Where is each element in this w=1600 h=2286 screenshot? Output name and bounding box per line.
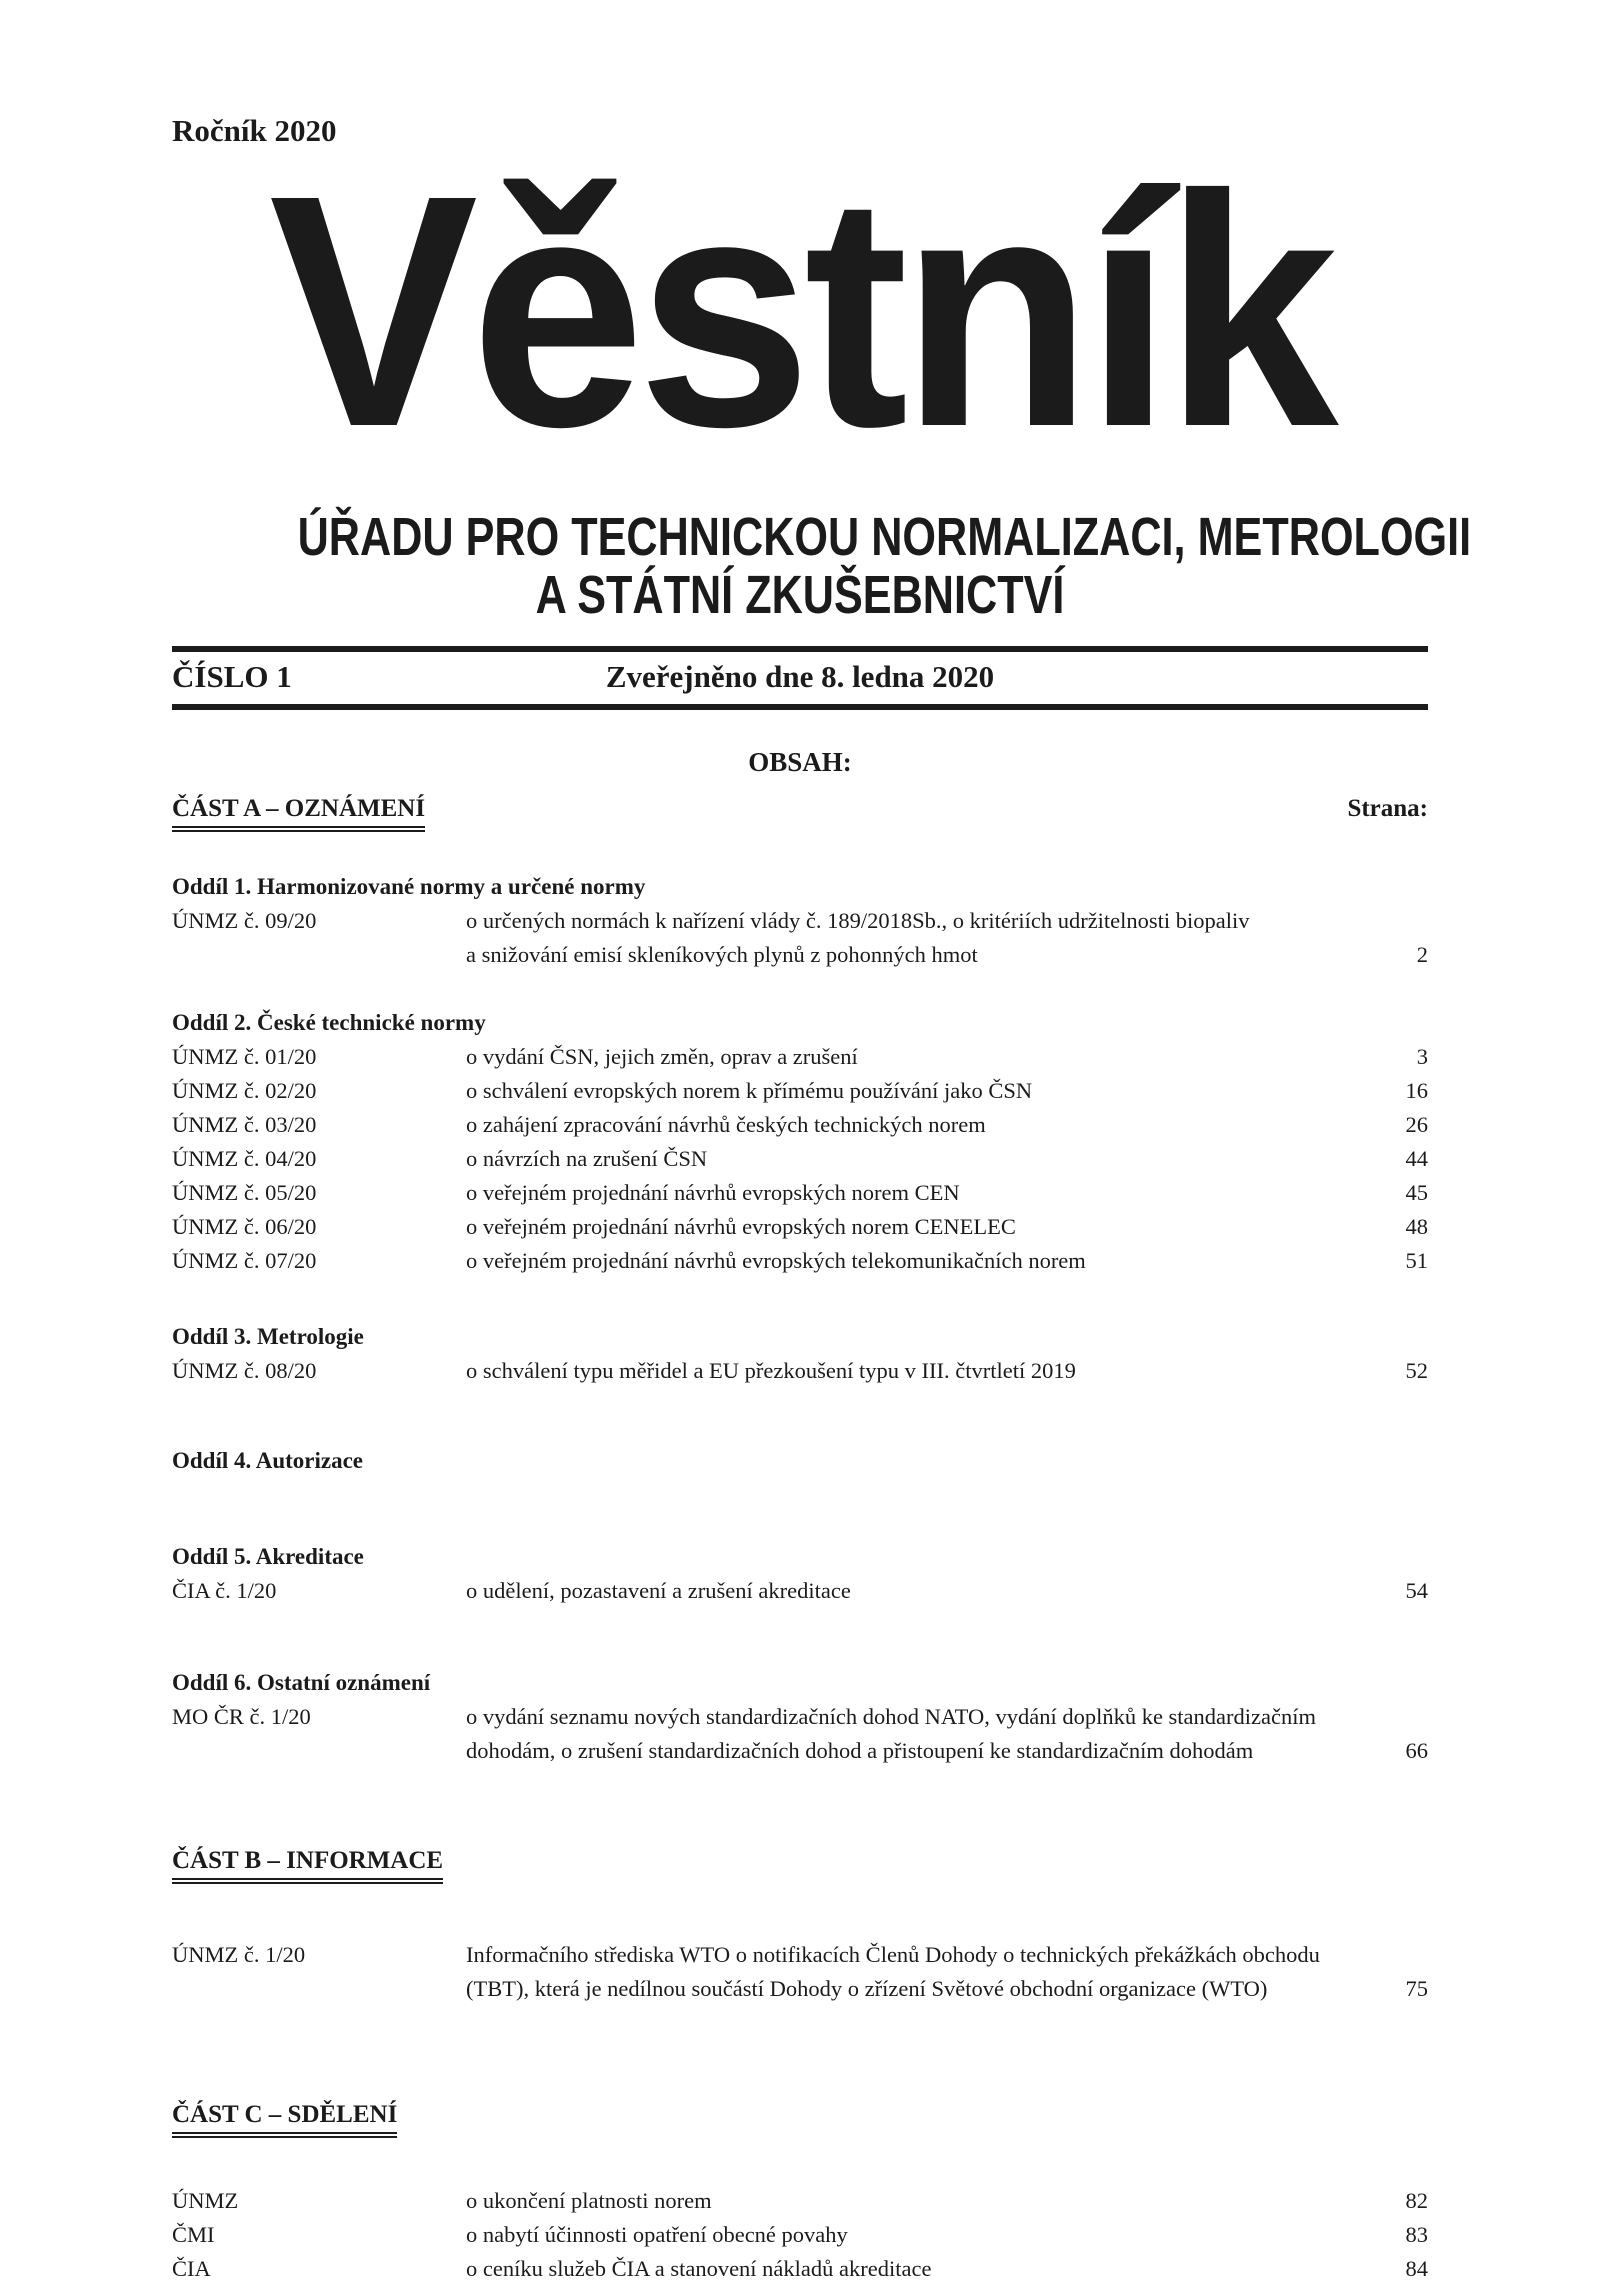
entry-description bbox=[466, 904, 1370, 972]
entry-page-number: 51 bbox=[1405, 1248, 1428, 1273]
entry-description bbox=[466, 1176, 1370, 1210]
entry-page-number: 54 bbox=[1405, 1578, 1428, 1603]
section-title: Oddíl 3. Metrologie bbox=[172, 1324, 364, 1349]
toc-entry bbox=[172, 1938, 1428, 2006]
entry-description-line: o určených normách k nařízení vlády č. 189/2018Sb., o kritériích udržitelnosti biopaliv bbox=[466, 908, 1250, 933]
entry-page-number: 44 bbox=[1405, 1146, 1428, 1171]
entry-description-line: o nabytí účinnosti opatření obecné povahy bbox=[466, 2222, 848, 2247]
entry-description-line: o veřejném projednání návrhů evropských norem CEN bbox=[466, 1180, 960, 1205]
entry-description-line: o schválení typu měřidel a EU přezkoušení typu v III. čtvrtletí 2019 bbox=[466, 1358, 1076, 1383]
toc-entry bbox=[172, 1354, 1428, 1388]
entry-description bbox=[466, 1574, 1370, 1608]
entry-page-number: 3 bbox=[1416, 1044, 1428, 1069]
masthead-title: Věstník bbox=[269, 126, 1331, 495]
section-oddil-2 bbox=[172, 1006, 1428, 1278]
entry-label: ÚNMZ č. 03/20 bbox=[172, 1112, 317, 1137]
entry-description bbox=[466, 1142, 1370, 1176]
entry-label: ÚNMZ č. 04/20 bbox=[172, 1146, 317, 1171]
toc-entry bbox=[172, 1574, 1428, 1608]
entry-description bbox=[466, 2184, 1370, 2218]
entry-label: ÚNMZ bbox=[172, 2188, 239, 2213]
part-a-heading-row bbox=[172, 794, 1428, 828]
toc-entry bbox=[172, 2252, 1428, 2286]
entry-description-line: o veřejném projednání návrhů evropských norem CENELEC bbox=[466, 1214, 1016, 1239]
entry-description bbox=[466, 2218, 1370, 2252]
entry-description-line: a snižování emisí skleníkových plynů z pohonných hmot bbox=[466, 942, 978, 967]
section-title: Oddíl 4. Autorizace bbox=[172, 1448, 364, 1473]
entry-description bbox=[466, 1074, 1370, 1108]
part-b-heading-row bbox=[172, 1846, 1428, 1880]
entry-description bbox=[466, 1040, 1370, 1074]
entry-page-number: 82 bbox=[1405, 2188, 1428, 2213]
entry-page-number: 16 bbox=[1405, 1078, 1428, 1103]
entry-description bbox=[466, 1244, 1370, 1278]
part-c-heading: ČÁST C – SDĚLENÍ bbox=[172, 2100, 397, 2134]
section-title: Oddíl 5. Akreditace bbox=[172, 1544, 364, 1569]
entry-label: ÚNMZ č. 08/20 bbox=[172, 1358, 317, 1383]
issue-number: ČÍSLO 1 bbox=[172, 659, 292, 694]
entry-description-line: o ceníku služeb ČIA a stanovení nákladů akreditace bbox=[466, 2256, 932, 2281]
entry-description-line: o schválení evropských norem k přímému používání jako ČSN bbox=[466, 1078, 1033, 1103]
office-name-line-1: ÚŘADU PRO TECHNICKOU NORMALIZACI, METROLOGII bbox=[297, 507, 1472, 567]
entry-description bbox=[466, 1700, 1370, 1768]
section-oddil-6 bbox=[172, 1666, 1428, 1768]
entry-page-number: 83 bbox=[1405, 2222, 1428, 2247]
publication-date: Zveřejněno dne 8. ledna 2020 bbox=[605, 659, 995, 694]
entry-page-number: 2 bbox=[1416, 942, 1428, 967]
toc-entry bbox=[172, 2184, 1428, 2218]
toc-entry bbox=[172, 1244, 1428, 1278]
entry-page-number: 26 bbox=[1405, 1112, 1428, 1137]
toc-entry bbox=[172, 2218, 1428, 2252]
entry-label: ČIA č. 1/20 bbox=[172, 1578, 277, 1603]
issue-bar bbox=[172, 646, 1428, 710]
toc-entry bbox=[172, 1700, 1428, 1768]
entry-description bbox=[466, 2252, 1370, 2286]
entry-description-line: o vydání ČSN, jejich změn, oprav a zrušení bbox=[466, 1044, 858, 1069]
entry-label: ÚNMZ č. 09/20 bbox=[172, 908, 317, 933]
toc-entry bbox=[172, 1176, 1428, 1210]
entry-label: ÚNMZ č. 1/20 bbox=[172, 1942, 306, 1967]
entry-description bbox=[466, 1354, 1370, 1388]
entry-label: ÚNMZ č. 07/20 bbox=[172, 1248, 317, 1273]
toc-entry bbox=[172, 1074, 1428, 1108]
toc-entry bbox=[172, 1108, 1428, 1142]
toc-title: OBSAH: bbox=[748, 747, 852, 777]
part-c-entries bbox=[172, 2184, 1428, 2286]
entry-label: ÚNMZ č. 01/20 bbox=[172, 1044, 317, 1069]
entry-page-number: 52 bbox=[1405, 1358, 1428, 1383]
entry-description-line: o návrzích na zrušení ČSN bbox=[466, 1146, 708, 1171]
section-oddil-4 bbox=[172, 1444, 1428, 1478]
part-a-heading: ČÁST A – OZNÁMENÍ bbox=[172, 794, 425, 828]
toc-entry bbox=[172, 904, 1428, 972]
section-oddil-1 bbox=[172, 870, 1428, 972]
entry-description bbox=[466, 1938, 1370, 2006]
entry-page-number: 45 bbox=[1405, 1180, 1428, 1205]
office-name-line-2: A STÁTNÍ ZKUŠEBNICTVÍ bbox=[535, 565, 1065, 625]
part-c-heading-row bbox=[172, 2100, 1428, 2134]
bulletin-front-page bbox=[172, 0, 1472, 2286]
section-title: Oddíl 2. České technické normy bbox=[172, 1010, 486, 1035]
entry-label: ČMI bbox=[172, 2222, 215, 2247]
page-column-label: Strana: bbox=[1347, 795, 1428, 822]
entry-label: ČIA bbox=[172, 2256, 211, 2281]
entry-page-number: 48 bbox=[1405, 1214, 1428, 1239]
entry-description-line: Informačního střediska WTO o notifikacích Členů Dohody o technických překážkách obchodu bbox=[466, 1942, 1320, 1967]
toc-entry bbox=[172, 1142, 1428, 1176]
toc-entry bbox=[172, 1040, 1428, 1074]
entry-description bbox=[466, 1210, 1370, 1244]
entry-description-line: o vydání seznamu nových standardizačních dohod NATO, vydání doplňků ke standardizačním bbox=[466, 1704, 1316, 1729]
entry-label: MO ČR č. 1/20 bbox=[172, 1704, 311, 1729]
section-oddil-5 bbox=[172, 1540, 1428, 1608]
issuing-office-name bbox=[172, 507, 1472, 625]
entry-description-line: o udělení, pozastavení a zrušení akreditace bbox=[466, 1578, 851, 1603]
entry-label: ÚNMZ č. 02/20 bbox=[172, 1078, 317, 1103]
entry-label: ÚNMZ č. 05/20 bbox=[172, 1180, 317, 1205]
entry-description-line: o zahájení zpracování návrhů českých technických norem bbox=[466, 1112, 986, 1137]
section-oddil-3 bbox=[172, 1320, 1428, 1388]
entry-label: ÚNMZ č. 06/20 bbox=[172, 1214, 317, 1239]
entry-page-number: 66 bbox=[1405, 1738, 1428, 1763]
part-b-heading: ČÁST B – INFORMACE bbox=[172, 1846, 443, 1880]
entry-description-line: o veřejném projednání návrhů evropských telekomunikačních norem bbox=[466, 1248, 1086, 1273]
section-title: Oddíl 1. Harmonizované normy a určené normy bbox=[172, 874, 646, 899]
volume-label: Ročník 2020 bbox=[172, 113, 337, 148]
entry-page-number: 84 bbox=[1405, 2256, 1428, 2281]
entry-description-line: o ukončení platnosti norem bbox=[466, 2188, 712, 2213]
section-title: Oddíl 6. Ostatní oznámení bbox=[172, 1670, 431, 1695]
entry-description-line: (TBT), která je nedílnou součástí Dohody o zřízení Světové obchodní organizace (WTO) bbox=[466, 1976, 1268, 2001]
entry-page-number: 75 bbox=[1405, 1976, 1428, 2001]
toc-entry bbox=[172, 1210, 1428, 1244]
entry-description bbox=[466, 1108, 1370, 1142]
entry-description-line: dohodám, o zrušení standardizačních dohod a přistoupení ke standardizačním dohodám bbox=[466, 1738, 1254, 1763]
